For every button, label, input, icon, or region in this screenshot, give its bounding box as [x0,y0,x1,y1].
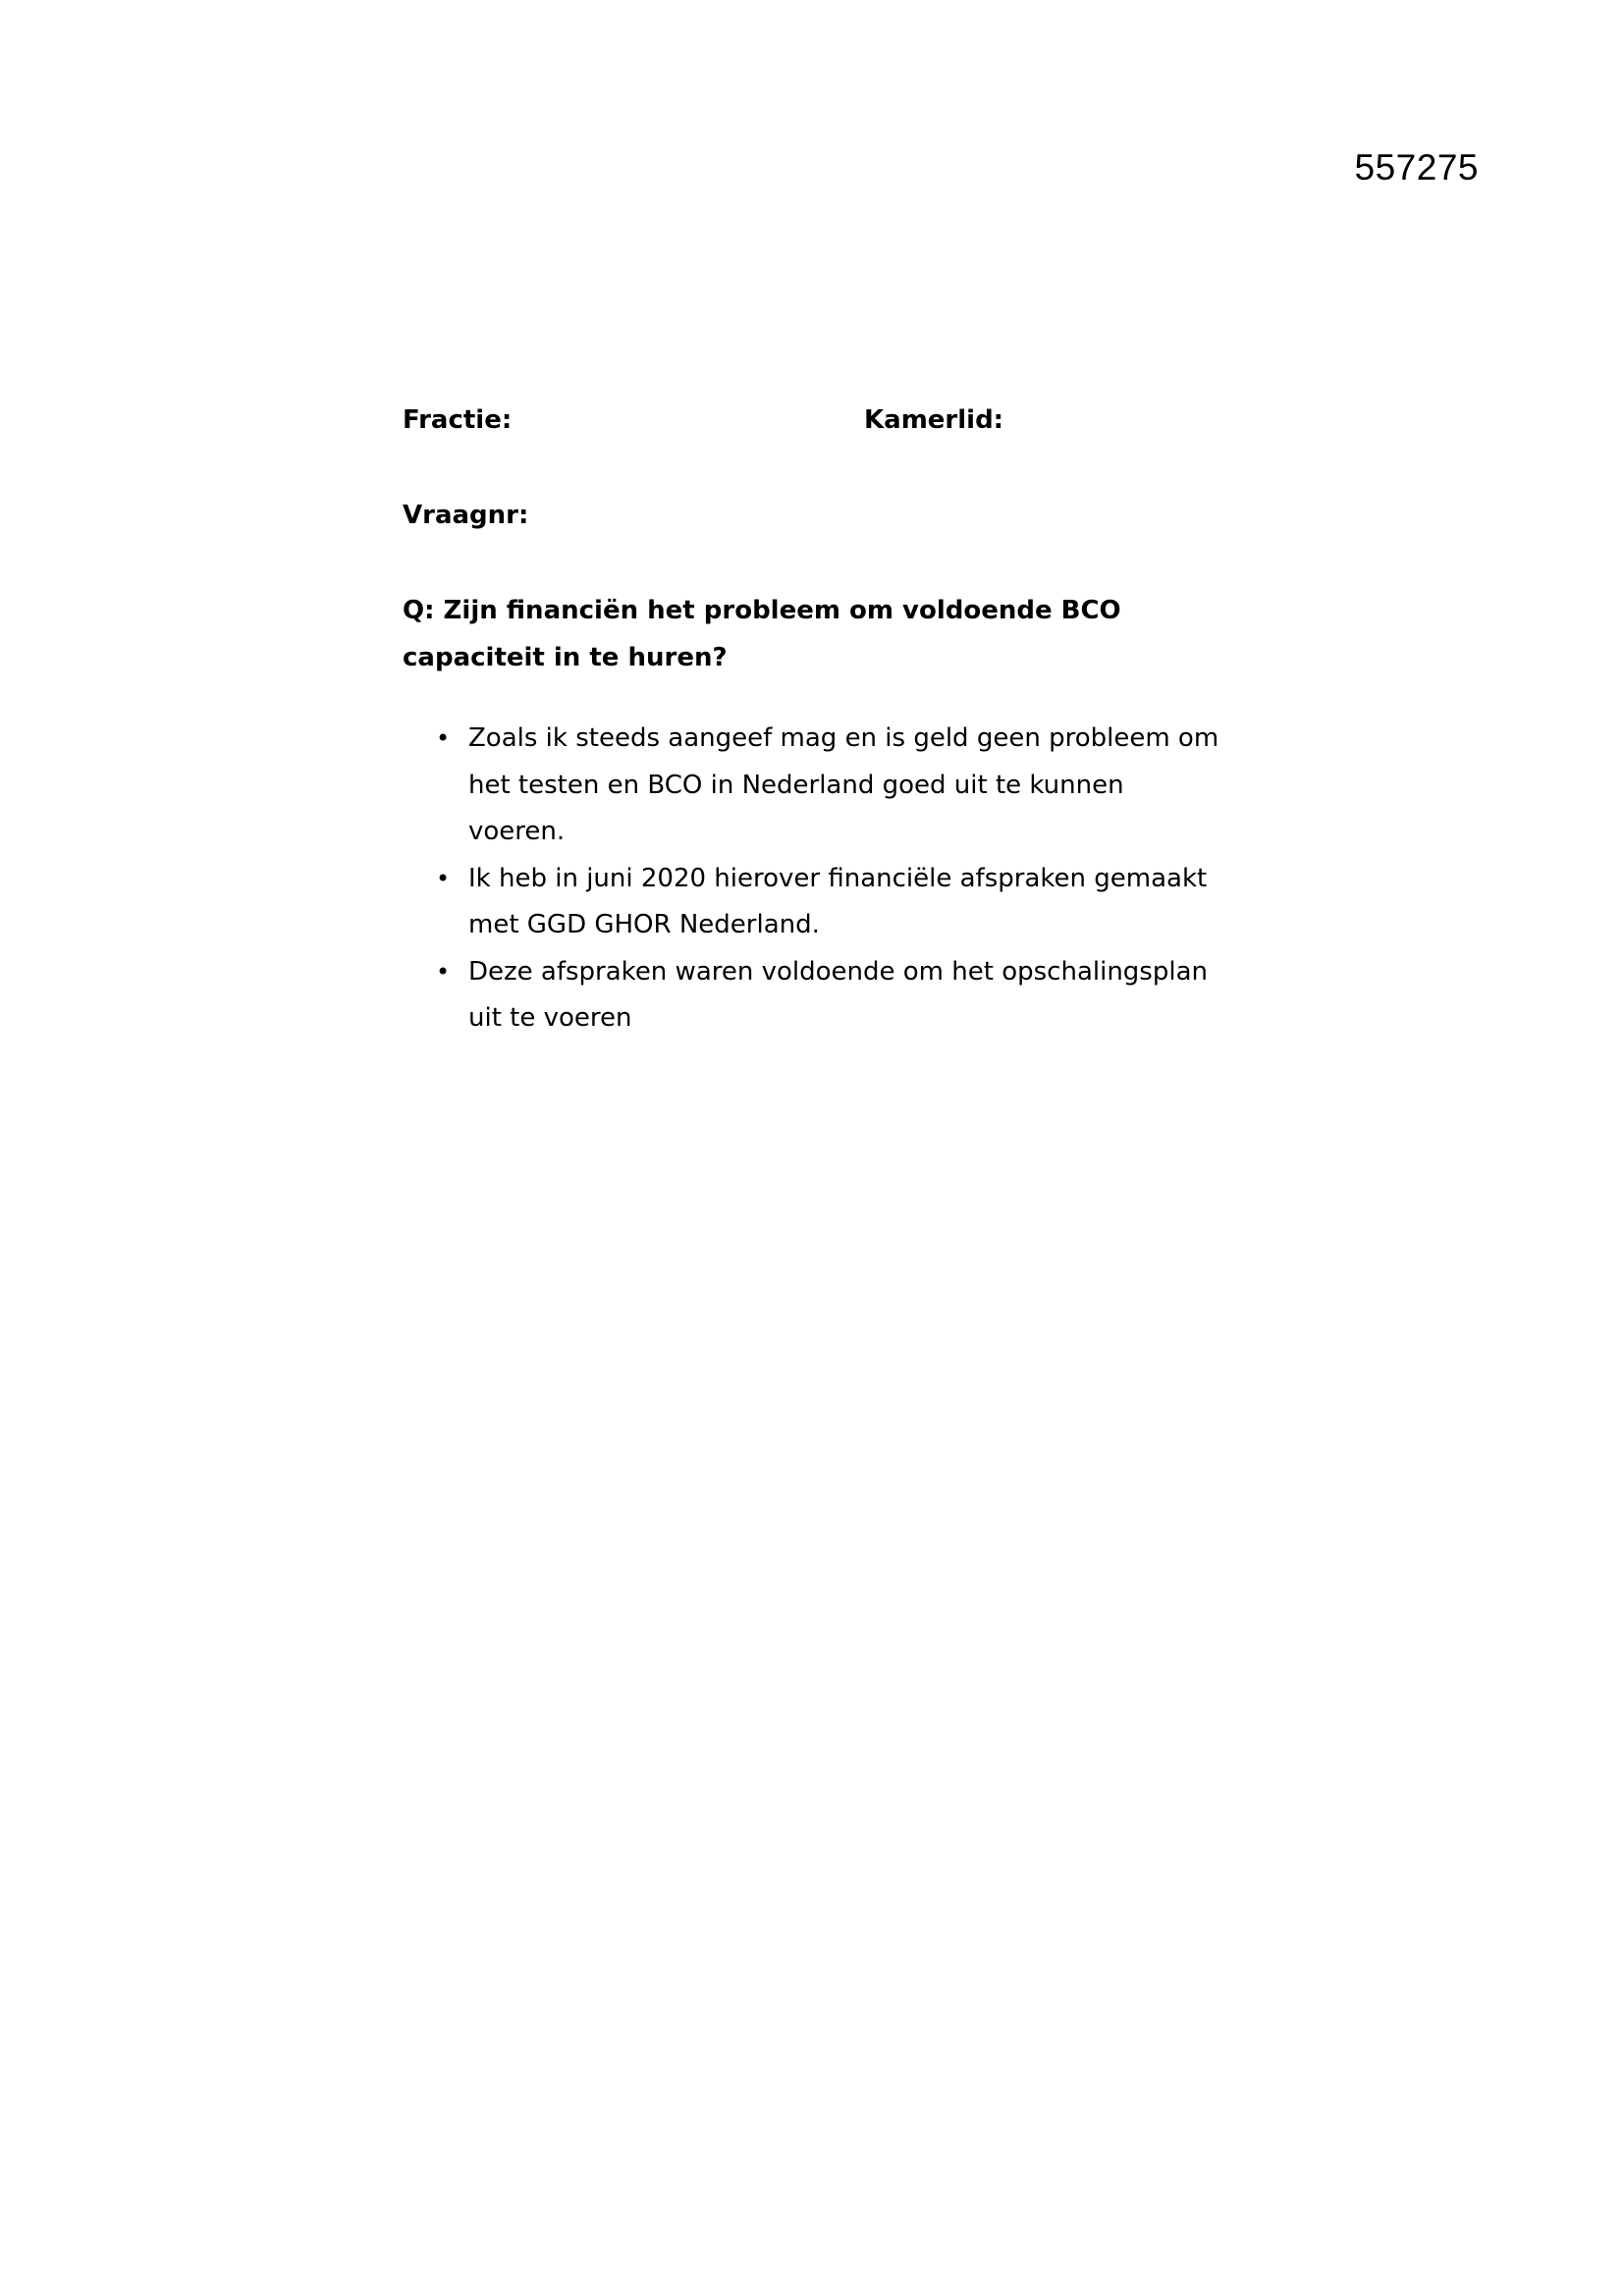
meta-row [403,400,1267,440]
bullet-icon: • [436,957,451,986]
answer-item [403,716,1224,856]
answer-text: Zoals ik steeds aangeef mag en is geld geen probleem om het testen en BCO in Nederland goed uit te kunnen voeren. [468,723,1219,846]
answer-list [403,716,1267,1042]
bullet-icon: • [436,864,451,892]
fractie-label: Fractie: [403,405,513,435]
kamerlid-label: Kamerlid: [864,405,1004,435]
document-number: 557275 [1354,147,1479,187]
answer-item [403,856,1224,949]
vraagnr-row [403,496,1267,535]
question-text: Q: Zijn financiën het probleem om voldoende BCO capaciteit in te huren? [403,596,1121,672]
document-body [403,400,1267,1042]
answer-item [403,949,1224,1042]
answer-text: Deze afspraken waren voldoende om het opschalingsplan uit te voeren [468,956,1208,1033]
answer-text: Ik heb in juni 2020 hierover financiële afspraken gemaakt met GGD GHOR Nederland. [468,863,1208,939]
bullet-icon: • [436,724,451,752]
vraagnr-label: Vraagnr: [403,501,529,530]
